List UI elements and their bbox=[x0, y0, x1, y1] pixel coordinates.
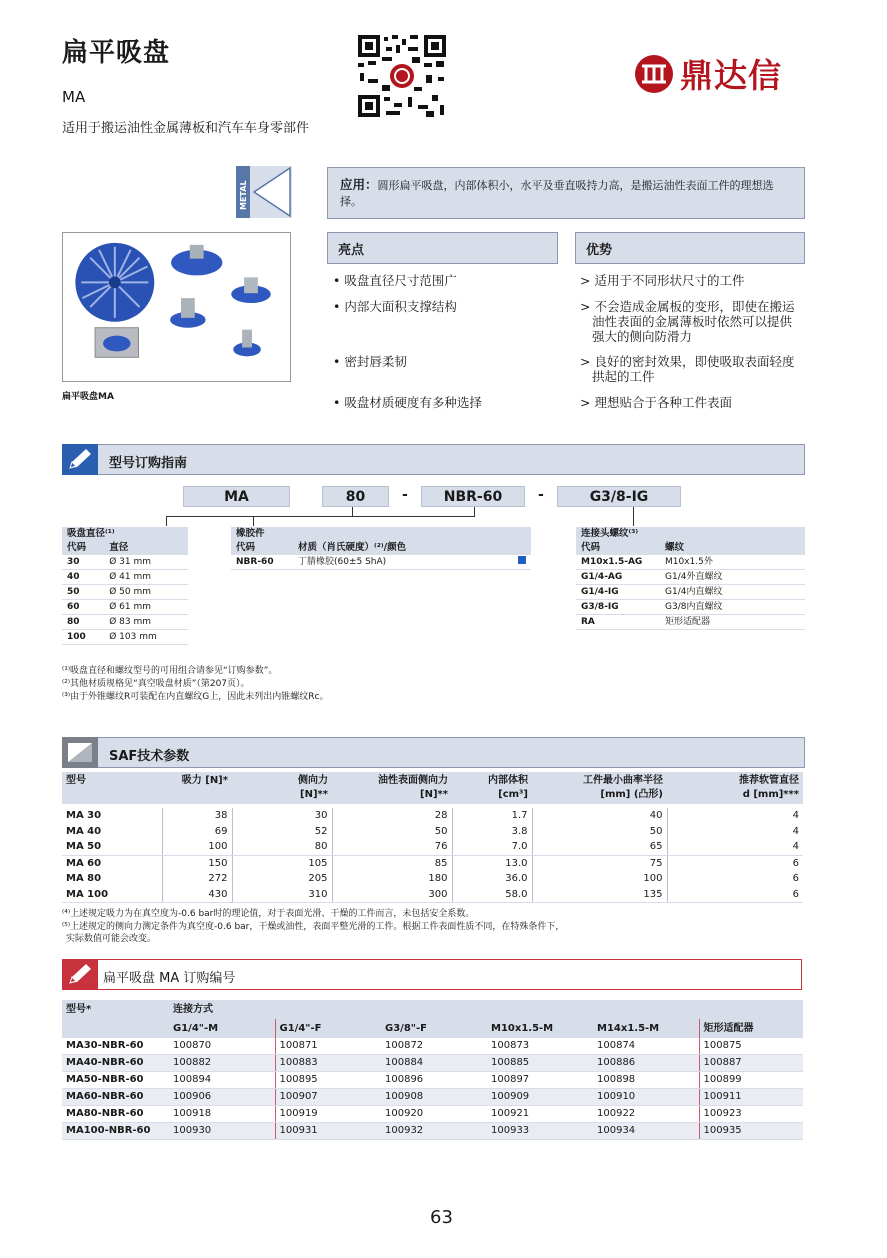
col-hose: 推荐软管直径 d [mm]*** bbox=[667, 772, 803, 804]
table-cell: 150 bbox=[162, 855, 232, 871]
table-cell: 100911 bbox=[699, 1089, 803, 1106]
table-row bbox=[62, 887, 803, 903]
col-model: 型号 bbox=[62, 772, 162, 804]
table-cell: 100932 bbox=[381, 1123, 487, 1140]
table-cell: 100923 bbox=[699, 1106, 803, 1123]
table-cell: 76 bbox=[332, 839, 452, 855]
table-cell: 100895 bbox=[275, 1072, 381, 1089]
connector-line bbox=[253, 516, 254, 526]
table-cell: 75 bbox=[532, 855, 667, 871]
table-cell: 100874 bbox=[593, 1038, 699, 1055]
footnote: ⁽²⁾其他材质规格见“真空吸盘材质”（第207页）。 bbox=[62, 679, 250, 689]
table-cell: 310 bbox=[232, 887, 332, 903]
table-cell: 100934 bbox=[593, 1123, 699, 1140]
table-cell: 100885 bbox=[487, 1055, 593, 1072]
table-cell: 100884 bbox=[381, 1055, 487, 1072]
product-description: 适用于搬运油性金属薄板和汽车车身零部件 bbox=[62, 121, 310, 136]
thread-title: 连接头螺纹⁽³⁾ bbox=[576, 527, 805, 541]
table-cell: G1/4-AG bbox=[576, 570, 660, 585]
table-cell: 100919 bbox=[275, 1106, 381, 1123]
code-series: MA bbox=[183, 486, 290, 507]
footnote: ⁽¹⁾吸盘直径和螺纹型号的可用组合请参见“订购参数”。 bbox=[62, 666, 278, 676]
gauge-icon bbox=[62, 737, 98, 768]
table-cell: MA100-NBR-60 bbox=[62, 1123, 169, 1140]
table-cell: 100875 bbox=[699, 1038, 803, 1055]
table-cell: MA40-NBR-60 bbox=[62, 1055, 169, 1072]
col-code: 代码 bbox=[576, 541, 660, 555]
table-cell: MA30-NBR-60 bbox=[62, 1038, 169, 1055]
table-cell: 100894 bbox=[169, 1072, 275, 1089]
table-row bbox=[62, 1055, 803, 1072]
highlight-item: • 吸盘直径尺寸范围广 bbox=[333, 273, 457, 288]
code-rubber: NBR-60 bbox=[421, 486, 525, 507]
table-cell: 100930 bbox=[169, 1123, 275, 1140]
table-cell: 100 bbox=[532, 871, 667, 887]
table-cell: 100896 bbox=[381, 1072, 487, 1089]
table-cell: 100899 bbox=[699, 1072, 803, 1089]
table-cell: 100908 bbox=[381, 1089, 487, 1106]
table-row bbox=[62, 1038, 803, 1055]
table-cell: 52 bbox=[232, 824, 332, 840]
highlight-item: • 密封唇柔韧 bbox=[333, 354, 407, 369]
table-cell: NBR-60 bbox=[231, 555, 293, 570]
table-cell: 100886 bbox=[593, 1055, 699, 1072]
table-cell: 50 bbox=[332, 824, 452, 840]
table-cell: 100882 bbox=[169, 1055, 275, 1072]
advantage-item: > 适用于不同形状尺寸的工件 bbox=[580, 273, 802, 288]
table-row bbox=[576, 615, 805, 630]
table-cell: 100918 bbox=[169, 1106, 275, 1123]
color-swatch bbox=[518, 556, 526, 564]
table-cell: G1/4-IG bbox=[576, 585, 660, 600]
col-connection: M14x1.5-M bbox=[593, 1019, 699, 1038]
table-cell: 58.0 bbox=[452, 887, 532, 903]
rubber-table bbox=[231, 527, 531, 570]
table-cell: Ø 31 mm bbox=[104, 555, 188, 570]
pencil-icon bbox=[62, 959, 98, 990]
table-cell: 50 bbox=[62, 585, 104, 600]
table-cell: 50 bbox=[532, 824, 667, 840]
page-number: 63 bbox=[430, 1207, 453, 1228]
application-label: 应用： bbox=[340, 177, 378, 192]
table-cell: Ø 50 mm bbox=[104, 585, 188, 600]
table-cell: MA 30 bbox=[62, 808, 162, 824]
table-row bbox=[62, 555, 188, 570]
table-cell: RA bbox=[576, 615, 660, 630]
table-cell: 100897 bbox=[487, 1072, 593, 1089]
table-cell: MA 50 bbox=[62, 839, 162, 855]
table-cell: MA 80 bbox=[62, 871, 162, 887]
table-cell: Ø 83 mm bbox=[104, 615, 188, 630]
saf-title: SAF技术参数 bbox=[109, 749, 190, 764]
table-cell: G3/8内直螺纹 bbox=[660, 600, 805, 615]
col-volume: 内部体积 [cm³] bbox=[452, 772, 532, 804]
table-cell: MA 60 bbox=[62, 855, 162, 871]
table-cell: 4 bbox=[667, 839, 803, 855]
highlight-item: • 内部大面积支撑结构 bbox=[333, 299, 457, 314]
metal-badge-label: METAL bbox=[239, 180, 248, 210]
table-cell: 3.8 bbox=[452, 824, 532, 840]
table-cell: 272 bbox=[162, 871, 232, 887]
col-curvature: 工件最小曲率半径 [mm] (凸形) bbox=[532, 772, 667, 804]
table-cell: 4 bbox=[792, 825, 799, 837]
col-connection: 矩形适配器 bbox=[699, 1019, 803, 1038]
pencil-icon bbox=[62, 444, 98, 475]
table-cell: 100931 bbox=[275, 1123, 381, 1140]
table-cell: 28 bbox=[332, 808, 452, 824]
table-cell: M10x1.5-AG bbox=[576, 555, 660, 570]
table-row bbox=[62, 808, 803, 824]
advantage-item: > 不会造成金属板的变形，即使在搬运油性表面的金属薄板时依然可以提供强大的侧向防滑力 bbox=[580, 299, 802, 344]
diameter-table bbox=[62, 527, 188, 645]
connector-line bbox=[166, 516, 167, 526]
code-diameter: 80 bbox=[322, 486, 389, 507]
product-photo bbox=[62, 232, 291, 382]
table-cell: 205 bbox=[232, 871, 332, 887]
table-cell bbox=[511, 555, 531, 570]
table-cell: 100933 bbox=[487, 1123, 593, 1140]
table-cell: 100 bbox=[162, 839, 232, 855]
table-cell: 1.7 bbox=[452, 808, 532, 824]
table-row bbox=[576, 570, 805, 585]
ordering-guide-title: 型号订购指南 bbox=[109, 456, 188, 471]
page-title: 扁平吸盘 bbox=[62, 38, 171, 68]
ordering-guide-bar bbox=[62, 444, 805, 475]
table-row bbox=[576, 585, 805, 600]
table-cell: 100883 bbox=[275, 1055, 381, 1072]
table-cell: Ø 103 mm bbox=[104, 630, 188, 645]
col-material: 材质（肖氏硬度）⁽²⁾/颜色 bbox=[293, 541, 531, 555]
connector-line bbox=[633, 507, 634, 526]
table-cell: M10x1.5外 bbox=[660, 555, 805, 570]
table-cell: MA 100 bbox=[62, 887, 162, 903]
table-cell: 矩形适配器 bbox=[660, 615, 805, 630]
code-thread: G3/8-IG bbox=[557, 486, 681, 507]
table-cell: 6 bbox=[792, 857, 799, 869]
table-cell: 6 bbox=[792, 873, 799, 884]
col-oil-lateral: 油性表面侧向力 [N]** bbox=[332, 772, 452, 804]
table-cell: Ø 41 mm bbox=[104, 570, 188, 585]
table-cell: 7.0 bbox=[452, 839, 532, 855]
code-separator: - bbox=[538, 487, 544, 503]
table-row bbox=[62, 1123, 803, 1140]
order-numbers-bar bbox=[62, 959, 802, 990]
table-cell: 105 bbox=[232, 855, 332, 871]
highlights-header: 亮点 bbox=[327, 232, 558, 264]
table-cell: 85 bbox=[332, 855, 452, 871]
table-row bbox=[576, 600, 805, 615]
table-cell: MA60-NBR-60 bbox=[62, 1089, 169, 1106]
advantage-item: > 良好的密封效果，即使吸取表面轻度拱起的工件 bbox=[580, 354, 802, 384]
table-row bbox=[62, 600, 188, 615]
application-box bbox=[327, 167, 805, 219]
table-row bbox=[62, 871, 803, 887]
table-cell bbox=[62, 1019, 169, 1038]
table-cell: 13.0 bbox=[452, 855, 532, 871]
connector-line bbox=[474, 507, 475, 516]
col-diameter: 直径 bbox=[104, 541, 188, 555]
table-cell: 40 bbox=[532, 808, 667, 824]
table-row bbox=[62, 855, 803, 871]
table-cell: 100871 bbox=[275, 1038, 381, 1055]
table-cell: G1/4内直螺纹 bbox=[660, 585, 805, 600]
table-cell: 100873 bbox=[487, 1038, 593, 1055]
table-cell: MA 40 bbox=[62, 824, 162, 840]
col-connection: G1/4"-F bbox=[275, 1019, 381, 1038]
footnote: ⁽³⁾由于外锥螺纹R可装配在内直螺纹G上，因此未列出内锥螺纹Rc。 bbox=[62, 692, 329, 702]
table-cell: 100 bbox=[62, 630, 104, 645]
table-row bbox=[62, 1072, 803, 1089]
col-suction: 吸力 [N]* bbox=[162, 772, 232, 804]
col-code: 代码 bbox=[231, 541, 293, 555]
table-cell: 丁腈橡胶(60±5 ShA) bbox=[293, 555, 511, 570]
table-cell: 30 bbox=[62, 555, 104, 570]
table-cell: 100920 bbox=[381, 1106, 487, 1123]
photo-caption: 扁平吸盘MA bbox=[62, 392, 114, 402]
table-row bbox=[62, 570, 188, 585]
table-cell: G3/8-IG bbox=[576, 600, 660, 615]
table-row bbox=[62, 824, 803, 840]
table-cell: 135 bbox=[532, 887, 667, 903]
table-cell: 60 bbox=[62, 600, 104, 615]
table-cell: 40 bbox=[62, 570, 104, 585]
table-cell: 100898 bbox=[593, 1072, 699, 1089]
table-cell: 80 bbox=[62, 615, 104, 630]
table-cell: 180 bbox=[332, 871, 452, 887]
table-row bbox=[231, 555, 531, 570]
table-cell: 100910 bbox=[593, 1089, 699, 1106]
table-cell: Ø 61 mm bbox=[104, 600, 188, 615]
table-row bbox=[62, 615, 188, 630]
col-code: 代码 bbox=[62, 541, 104, 555]
footnote: 实际数值可能会改变。 bbox=[66, 934, 157, 944]
table-cell: 100887 bbox=[699, 1055, 803, 1072]
table-cell: 100922 bbox=[593, 1106, 699, 1123]
advantages-header: 优势 bbox=[575, 232, 805, 264]
col-connection: G3/8"-F bbox=[381, 1019, 487, 1038]
table-cell: 100906 bbox=[169, 1089, 275, 1106]
table-cell: 4 bbox=[792, 810, 799, 821]
table-cell: 300 bbox=[332, 887, 452, 903]
table-cell: 36.0 bbox=[452, 871, 532, 887]
table-cell: MA50-NBR-60 bbox=[62, 1072, 169, 1089]
qr-code-icon bbox=[356, 33, 448, 119]
highlight-item: • 吸盘材质硬度有多种选择 bbox=[333, 395, 482, 410]
table-cell: G1/4外直螺纹 bbox=[660, 570, 805, 585]
table-cell: 6 bbox=[667, 887, 803, 903]
table-cell: 100921 bbox=[487, 1106, 593, 1123]
table-row bbox=[62, 839, 803, 855]
model-name: MA bbox=[62, 88, 86, 106]
brand-name: 鼎达信 bbox=[680, 56, 782, 95]
table-row bbox=[62, 1106, 803, 1123]
application-text: 圆形扁平吸盘，内部体积小，水平及垂直吸持力高，是搬运油性表面工件的理想选择。 bbox=[340, 179, 774, 208]
table-cell: 100909 bbox=[487, 1089, 593, 1106]
table-row bbox=[62, 585, 188, 600]
order-numbers-title: 扁平吸盘 MA 订购编号 bbox=[103, 971, 236, 986]
table-cell: 100872 bbox=[381, 1038, 487, 1055]
advantage-item: > 理想贴合于各种工件表面 bbox=[580, 395, 802, 410]
table-cell: 100907 bbox=[275, 1089, 381, 1106]
col-connection: G1/4"-M bbox=[169, 1019, 275, 1038]
col-connection: M10x1.5-M bbox=[487, 1019, 593, 1038]
rubber-title: 橡胶件 bbox=[231, 527, 531, 541]
table-cell: 100870 bbox=[169, 1038, 275, 1055]
table-cell: 80 bbox=[232, 839, 332, 855]
metal-badge-icon bbox=[236, 166, 292, 218]
table-cell: 30 bbox=[232, 808, 332, 824]
table-cell: 69 bbox=[162, 824, 232, 840]
table-cell: 65 bbox=[532, 839, 667, 855]
order-number-table bbox=[62, 1000, 803, 1140]
col-model: 型号* bbox=[62, 1000, 169, 1019]
connector-line bbox=[253, 516, 475, 517]
connector-line bbox=[352, 507, 353, 516]
code-separator: - bbox=[402, 487, 408, 503]
saf-table bbox=[62, 772, 803, 903]
saf-bar bbox=[62, 737, 805, 768]
footnote: ⁽⁵⁾上述规定的侧向力测定条件为真空度-0.6 bar，干燥或油性，表面平整光滑的工件。根据工件表面性质不同，在特殊条件下， bbox=[62, 922, 565, 932]
table-cell: 38 bbox=[162, 808, 232, 824]
table-row bbox=[62, 630, 188, 645]
col-thread: 螺纹 bbox=[660, 541, 805, 555]
table-cell: MA80-NBR-60 bbox=[62, 1106, 169, 1123]
diameter-title: 吸盘直径⁽¹⁾ bbox=[62, 527, 188, 541]
thread-table bbox=[576, 527, 805, 630]
col-lateral: 侧向力 [N]** bbox=[232, 772, 332, 804]
table-cell: 430 bbox=[162, 887, 232, 903]
table-cell: 100935 bbox=[699, 1123, 803, 1140]
connection-label: 连接方式 bbox=[169, 1000, 803, 1019]
table-row bbox=[62, 1089, 803, 1106]
table-row bbox=[576, 555, 805, 570]
footnote: ⁽⁴⁾上述规定吸力为在真空度为-0.6 bar时的理论值，对于表面光滑、干燥的工件而言，未包括安全系数。 bbox=[62, 909, 475, 919]
